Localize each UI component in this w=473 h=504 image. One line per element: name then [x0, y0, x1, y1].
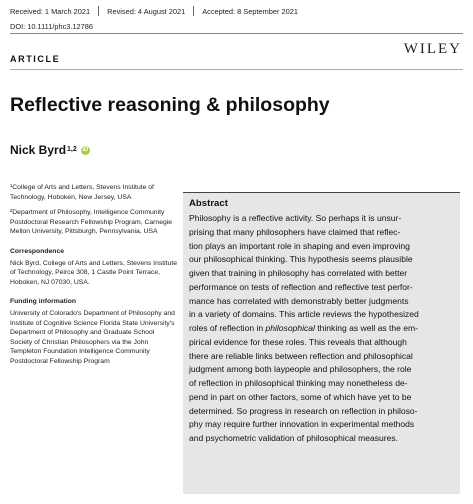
received-date: Received: 1 March 2021 — [10, 6, 91, 16]
affiliation-1: ¹College of Arts and Letters, Stevens Institute of Technology, Hoboken, New Jersey, USA — [10, 184, 154, 201]
article-dates — [10, 6, 298, 16]
abstract-line: our philosophical thinking. This hypothesis seems plausible — [189, 254, 413, 265]
doi-link[interactable]: DOI: 10.1111/phc3.12786 — [10, 22, 93, 31]
funding-heading: Funding information — [10, 298, 77, 306]
abstract-line: there are reliable links between reflection and philosophical — [189, 350, 413, 361]
author — [10, 143, 90, 157]
abstract-line: Philosophy is a reflective activity. So perhaps it is unsur- — [189, 213, 402, 223]
abstract-line: pend in part on other factors, some of which have yet to be — [189, 391, 412, 402]
abstract-box — [183, 192, 460, 494]
revised-date: Revised: 4 August 2021 — [107, 6, 186, 16]
abstract-line: judgment among both laypeople and philosophers, the role — [189, 364, 412, 375]
section-label: ARTICLE — [10, 54, 61, 64]
abstract-text — [189, 212, 453, 446]
affiliation-marks: 1,2 — [67, 145, 77, 153]
abstract-line: tion plays an important role in shaping and even improving — [189, 240, 410, 251]
author-info — [10, 183, 178, 373]
divider — [98, 6, 99, 16]
abstract-line: performance on tests of reflection and reflective test perfor- — [189, 281, 413, 292]
divider — [193, 6, 194, 16]
publisher-logo[interactable]: WILEY — [403, 41, 462, 57]
divider — [10, 33, 463, 34]
correspondence-heading: Correspondence — [10, 247, 65, 255]
abstract-fragment: thinking as well as the em- — [314, 323, 418, 333]
abstract-line: determined. So progress in research on reflection in philoso- — [189, 405, 418, 416]
abstract-line: given that training in philosophy has correlated with better — [189, 268, 408, 278]
abstract-line: and psychometric validation of philosophical measures. — [189, 433, 399, 443]
orcid-icon[interactable]: iD — [82, 146, 89, 153]
abstract-line: prising that many philosophers have claimed that reflec- — [189, 226, 401, 237]
abstract-line: of reflection in philosophical thinking may nonetheless de- — [189, 378, 408, 388]
abstract-line: phy may require further innovation in experimental methods — [189, 419, 415, 430]
abstract-fragment: roles of reflection in — [189, 323, 266, 333]
abstract-line: pirical evidence for these roles. This reveals that although — [189, 336, 407, 347]
correspondence-text: Nick Byrd, College of Arts and Letters, Stevens Institute of Technology, Peirce 308, 1 Castle Point Terrace, Hoboken, NJ 07030, USA. — [10, 259, 177, 286]
paper-title: Reflective reasoning & philosophy — [10, 94, 330, 116]
funding-text: University of Colorado's Department of Philosophy and Institute of Cognitive Science Florida State University's Department of Philosophy and Graduate School Society of Christian Philosophers via the John Templeton Foundation Intelligence Community Postdoctoral Fellowship Program — [10, 309, 175, 365]
abstract-line: in a variety of domains. This article reviews the hypothesized — [189, 309, 419, 320]
abstract-line: mance has correlated with demonstrably better judgments — [189, 295, 409, 306]
abstract-heading: Abstract — [189, 198, 228, 209]
author-name[interactable]: Nick Byrd — [10, 143, 67, 157]
accepted-date: Accepted: 8 September 2021 — [202, 6, 298, 16]
affiliation-2: ²Department of Philosophy, Intelligence Community Postdoctoral Research Fellowship Program, Carnegie Mellon University, Pittsburgh, Pennsylvania, USA — [10, 209, 173, 236]
abstract-line — [189, 322, 453, 336]
divider — [10, 69, 463, 70]
abstract-emphasis: philosophical — [265, 323, 315, 333]
